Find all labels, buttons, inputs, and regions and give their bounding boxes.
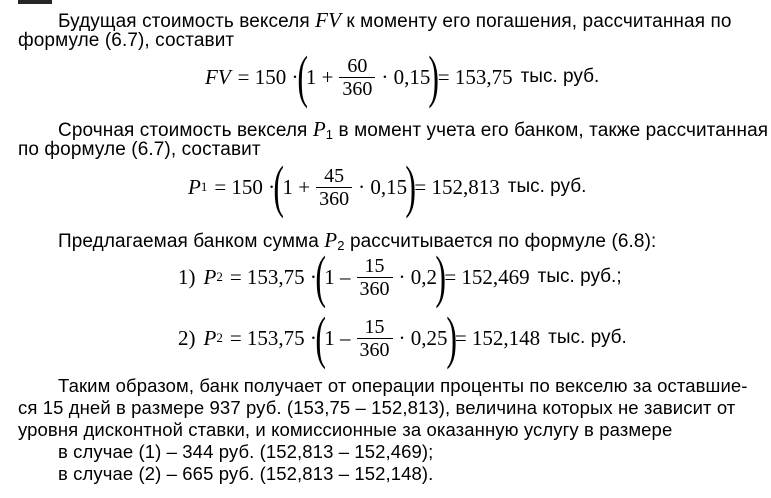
left-paren: ( xyxy=(296,43,308,109)
paragraph-1-line-1: Будущая стоимость векселя FV к моменту его погашения, рассчитанная по xyxy=(58,8,732,32)
formula-p2-case-1: 1) P 2 = 153,75 · ( 1 – $\frac{15}{360}$ · 0,2 ) = 152,469 тыс. руб.; xyxy=(178,243,622,309)
fraction: $\frac{45}{360}$ xyxy=(316,165,352,210)
formula-p1: P 1 = 150 · ( 1 + $\frac{45}{360}$ · 0,15 ) = 152,813 тыс. руб. xyxy=(188,153,587,219)
left-paren: ( xyxy=(315,243,326,309)
paragraph-4-line-1: Таким образом, банк получает от операции проценты по векселю за оставшие- xyxy=(58,375,748,396)
fraction: $\frac{15}{360}$ xyxy=(357,255,393,300)
fv-variable: FV xyxy=(315,8,341,32)
right-paren: ) xyxy=(445,304,457,370)
right-paren: ) xyxy=(405,153,417,219)
fraction: $\frac{15}{360}$ xyxy=(357,316,393,361)
paragraph-4-line-2: ся 15 дней в размере 937 руб. (153,75 – 152,813), величина которых не зависит от xyxy=(18,397,736,418)
paragraph-1-line-2: формуле (6.7), составит xyxy=(18,30,235,51)
left-paren: ( xyxy=(315,304,326,370)
fraction: $\frac{60}{360}$ xyxy=(339,55,375,100)
cropped-heading-fragment xyxy=(18,0,52,4)
paragraph-2-line-1: Срочная стоимость векселя $P_1$ в момент учета его банком, также рассчитанная xyxy=(58,117,769,142)
paragraph-4-line-5: в случае (2) – 665 руб. (152,813 – 152,148). xyxy=(58,463,434,484)
paragraph-4-line-4: в случае (1) – 344 руб. (152,813 – 152,469); xyxy=(58,441,434,462)
paragraph-2-line-2: по формуле (6.7), составит xyxy=(18,139,261,160)
paragraph-4-line-3: уровня дисконтной ставки, и комиссионные за оказанную услугу в размере xyxy=(18,419,673,440)
right-paren: ) xyxy=(435,243,446,309)
paragraph-3: Предлагаемая банком сумма $P_2$ рассчитывается по формуле (6.8): xyxy=(58,228,657,253)
formula-fv: FV = 150 · ( 1 + $\frac{60}{360}$ · 0,15 ) = 153,75 тыс. руб. xyxy=(205,43,600,109)
right-paren: ) xyxy=(428,43,440,109)
formula-p2-case-2: 2) P 2 = 153,75 · ( 1 – $\frac{15}{360}$ · 0,25 ) = 152,148 тыс. руб. xyxy=(178,304,627,370)
left-paren: ( xyxy=(273,153,285,219)
